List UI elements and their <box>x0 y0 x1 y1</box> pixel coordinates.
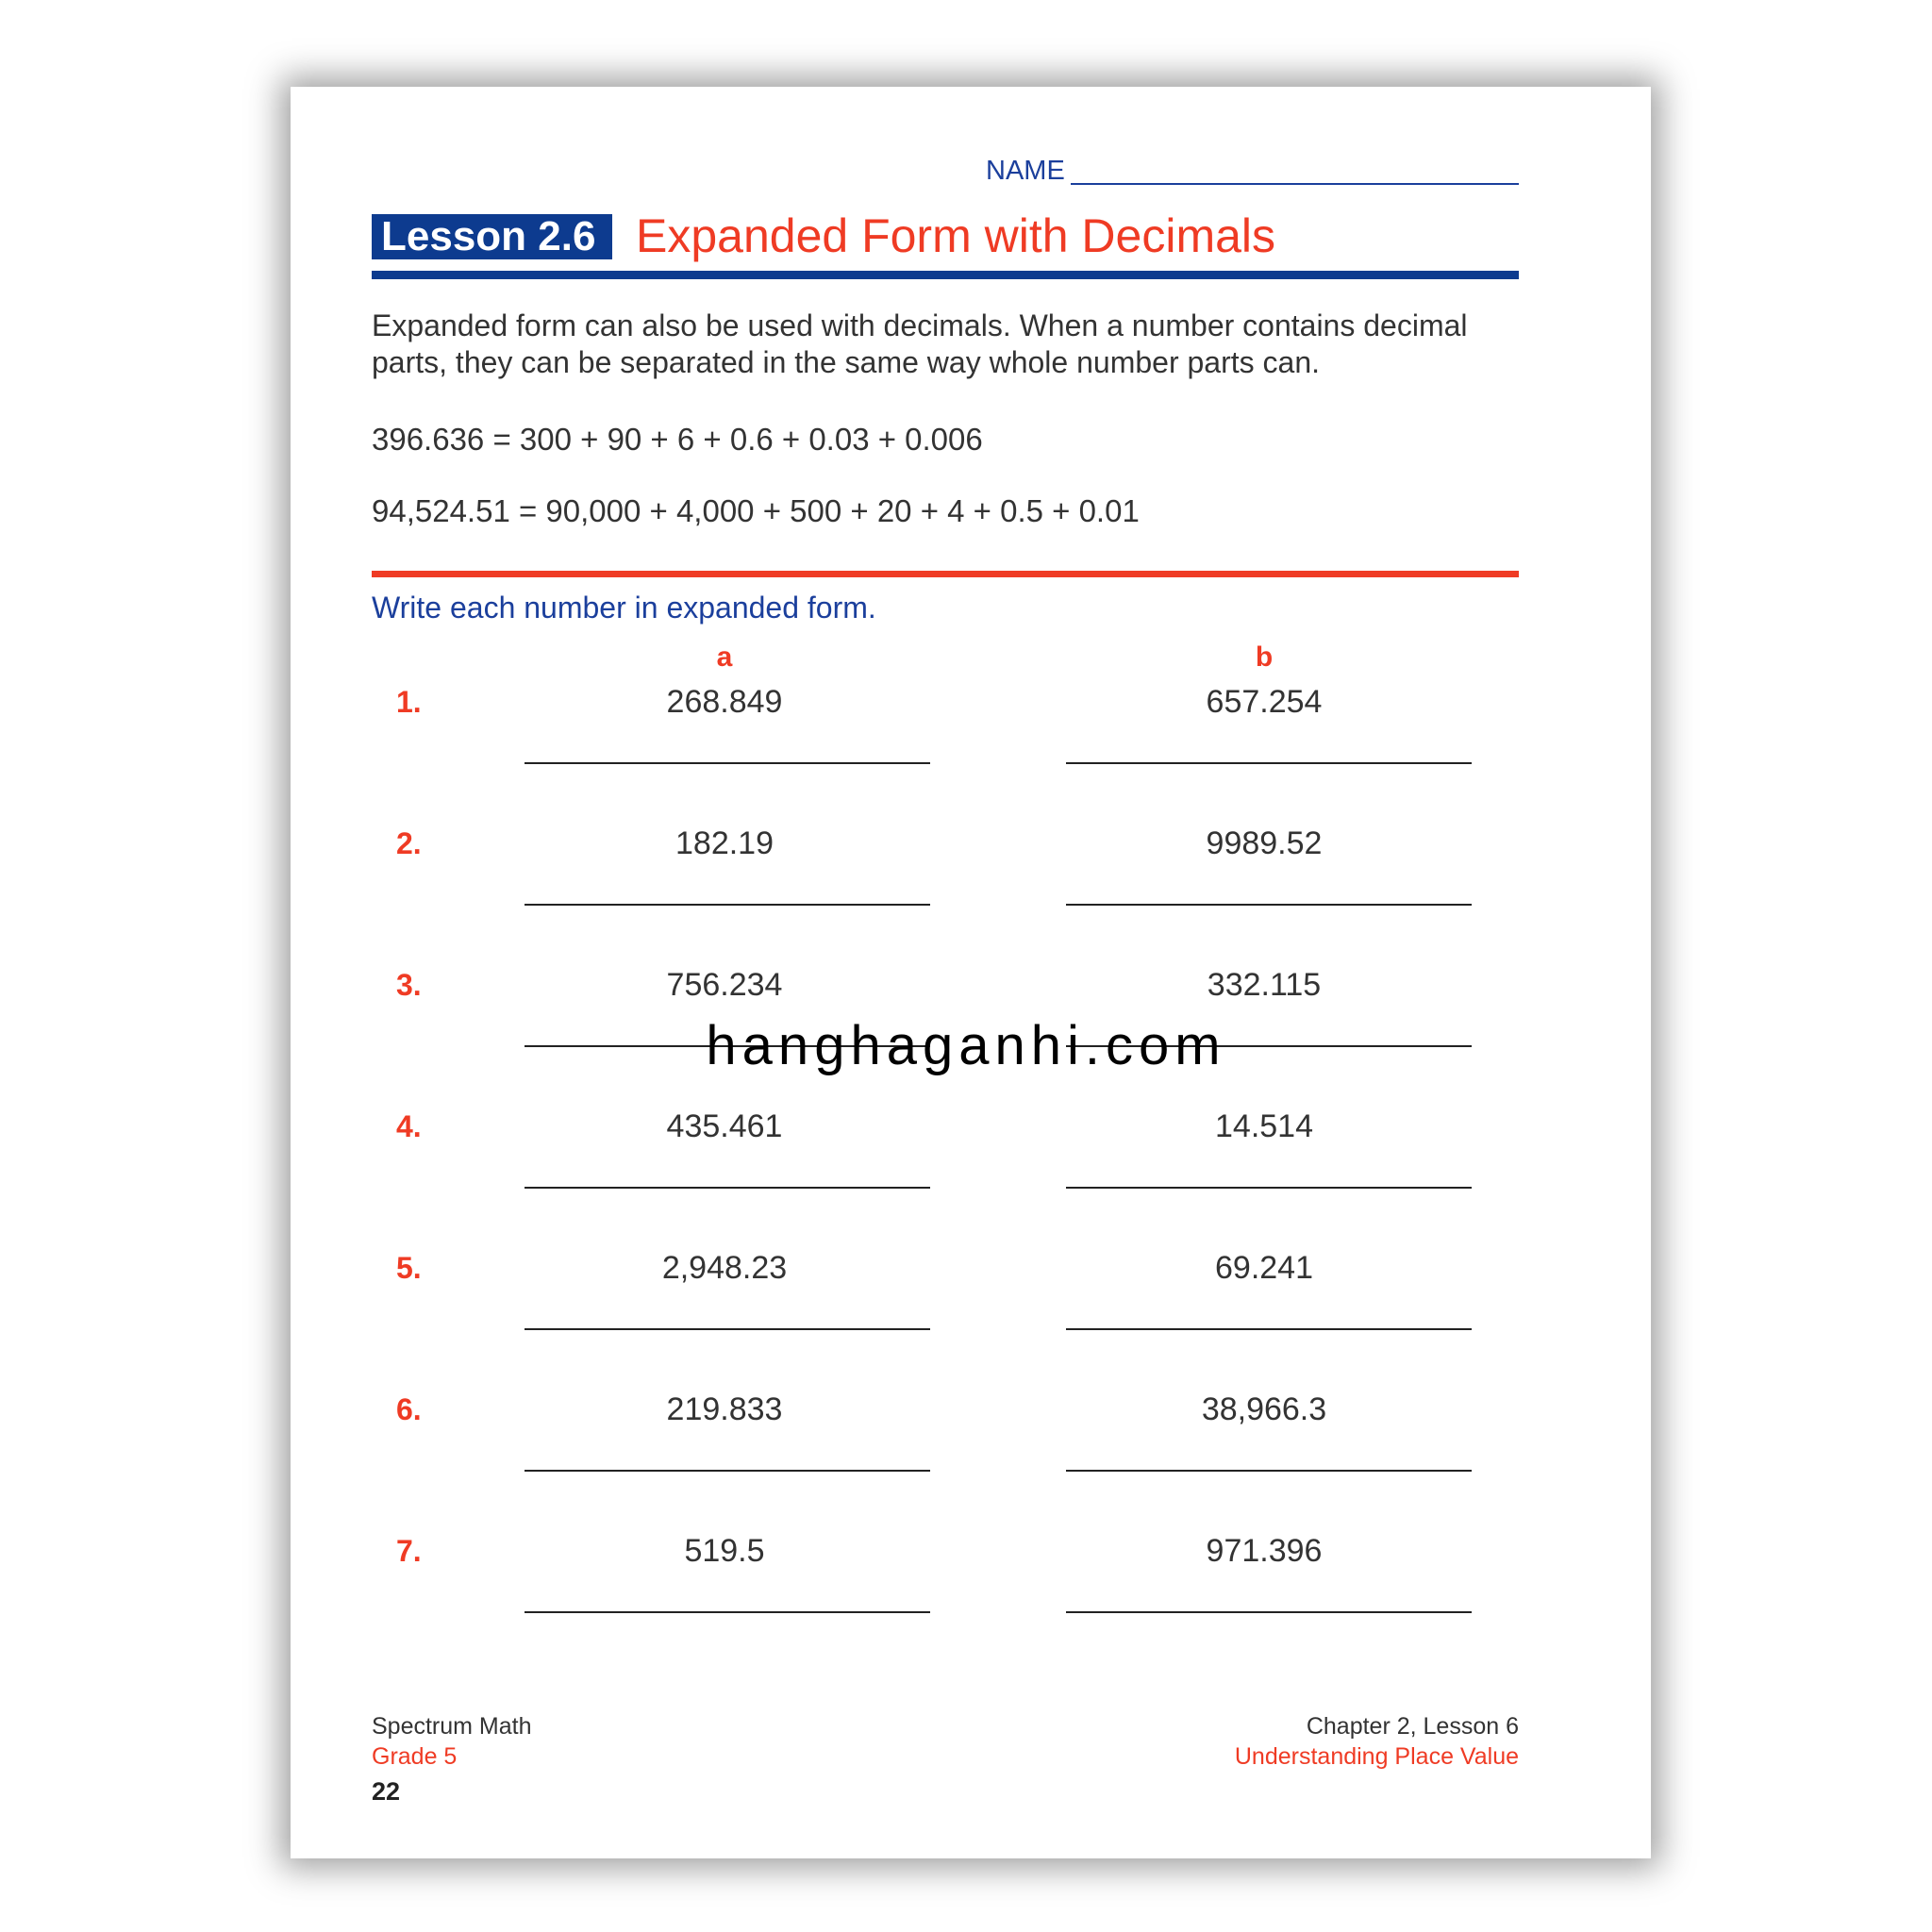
problem-value-a: 519.5 <box>684 1533 765 1569</box>
problem-row <box>0 1106 1932 1247</box>
problem-number: 1. <box>396 685 422 719</box>
answer-line-b[interactable] <box>1066 1611 1472 1613</box>
answer-line-b[interactable] <box>1066 904 1472 906</box>
example-equation-1: 396.636 = 300 + 90 + 6 + 0.6 + 0.03 + 0.006 <box>372 422 983 457</box>
problem-value-a: 756.234 <box>666 967 783 1003</box>
problem-number: 6. <box>396 1392 422 1426</box>
example-equation-2: 94,524.51 = 90,000 + 4,000 + 500 + 20 + 4 + 0.5 + 0.01 <box>372 493 1140 528</box>
problem-row <box>0 823 1932 964</box>
problem-value-a: 182.19 <box>675 825 774 861</box>
problem-number: 4. <box>396 1109 422 1143</box>
page-number: 22 <box>372 1777 401 1806</box>
answer-line-b[interactable] <box>1066 1470 1472 1472</box>
column-header-b: b <box>1255 641 1274 673</box>
answer-line-b[interactable] <box>1066 1328 1472 1330</box>
footer-grade: Grade 5 <box>372 1743 458 1770</box>
name-blank-line[interactable] <box>1071 158 1519 185</box>
answer-line-a[interactable] <box>525 904 930 906</box>
problem-value-b: 971.396 <box>1206 1533 1323 1569</box>
answer-line-a[interactable] <box>525 1611 930 1613</box>
problem-value-b: 69.241 <box>1215 1250 1313 1286</box>
footer-chapter: Chapter 2, Lesson 6 <box>1306 1713 1519 1740</box>
problem-number: 3. <box>396 968 422 1002</box>
name-label: NAME <box>986 156 1065 186</box>
problem-value-b: 657.254 <box>1206 684 1323 720</box>
problem-number: 2. <box>396 826 422 860</box>
lesson-badge: Lesson 2.6 <box>372 214 612 259</box>
problem-value-a: 435.461 <box>666 1108 783 1144</box>
answer-line-a[interactable] <box>525 1187 930 1189</box>
answer-line-a[interactable] <box>525 762 930 764</box>
footer-right <box>1235 1711 1519 1772</box>
problem-row <box>0 681 1932 823</box>
answer-line-a[interactable] <box>525 1328 930 1330</box>
name-field <box>986 151 1519 185</box>
problem-value-a: 2,948.23 <box>661 1250 788 1286</box>
watermark-text: hanghaganhi.com <box>706 1015 1226 1076</box>
section-divider <box>372 571 1519 577</box>
problem-value-b: 38,966.3 <box>1201 1391 1327 1427</box>
problem-row <box>0 1247 1932 1389</box>
problem-row <box>0 1389 1932 1530</box>
problem-row <box>0 1530 1932 1672</box>
problem-value-b: 9989.52 <box>1206 825 1323 861</box>
problem-value-a: 268.849 <box>666 684 783 720</box>
problem-value-a: 219.833 <box>666 1391 783 1427</box>
footer-left <box>372 1711 532 1807</box>
answer-line-b[interactable] <box>1066 762 1472 764</box>
problem-number: 5. <box>396 1251 422 1285</box>
footer-topic: Understanding Place Value <box>1234 1743 1519 1770</box>
problem-value-b: 332.115 <box>1207 967 1322 1003</box>
column-header-a: a <box>716 641 733 673</box>
instructions: Write each number in expanded form. <box>372 591 876 625</box>
problem-number: 7. <box>396 1534 422 1568</box>
title-divider <box>372 271 1519 279</box>
answer-line-a[interactable] <box>525 1470 930 1472</box>
answer-line-b[interactable] <box>1066 1187 1472 1189</box>
footer-book-title: Spectrum Math <box>372 1713 532 1740</box>
lesson-title: Expanded Form with Decimals <box>636 209 1276 262</box>
intro-paragraph: Expanded form can also be used with decimals. When a number contains decimal parts, they can be separated in the same way whole number parts can. <box>372 308 1468 379</box>
problem-value-b: 14.514 <box>1215 1108 1313 1144</box>
